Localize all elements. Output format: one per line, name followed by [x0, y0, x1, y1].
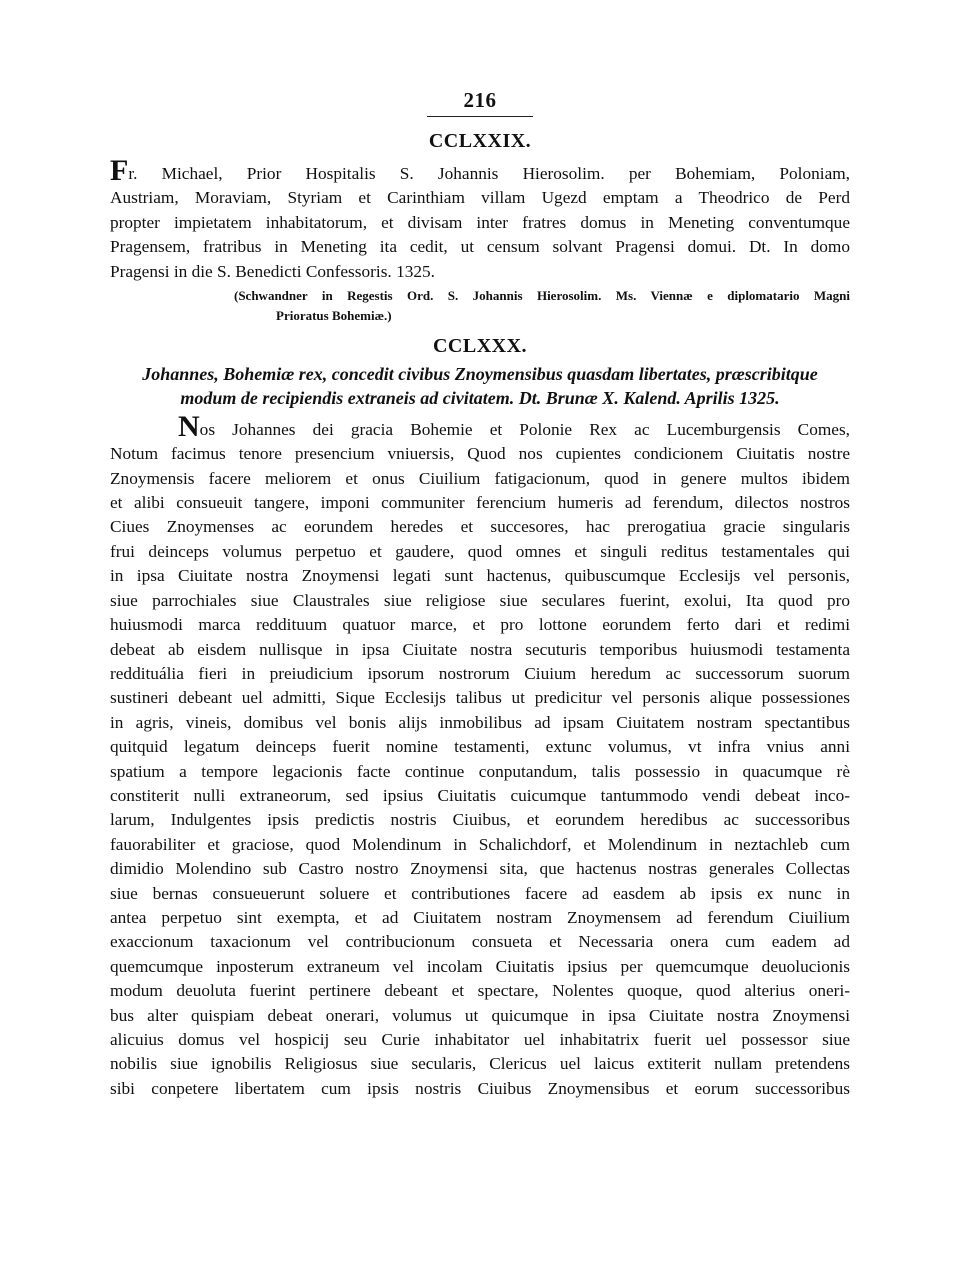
text-line: modum deuoluta fuerint pertinere debeant et spectare, Nolentes quoque, quod alterius oneri- [110, 981, 850, 1001]
document-cclxxix-text [110, 154, 850, 284]
text-line: huiusmodi marca reddituum quatuor marce, et pro lottone eorundem ferto dari et redimi [110, 615, 850, 635]
text-line: Fr. Michael, Prior Hospitalis S. Johannis Hierosolim. per Bohemiam, Poloniam, [110, 154, 850, 187]
text-line: siue parrochiales siue Claustrales siue religiose siue seculares fuerint, exolui, Ita quod pro [110, 590, 850, 610]
document-page [110, 88, 850, 1101]
text-line: in ipsa Ciuitate nostra Znoymensi legati sunt hactenus, quibuscumque Ecclesijs vel personis, [110, 566, 850, 586]
text-line: larum, Indulgentes ipsis predictis nostris Ciuibus, et eorundem heredibus ac successoribus [110, 810, 850, 830]
text-line: frui deinceps volumus perpetuo et gaudere, quod omnes et singuli reditus testamentales qui [110, 541, 850, 561]
document-cclxxx-regest [110, 362, 850, 411]
text-line: Austriam, Moraviam, Styriam et Carinthiam villam Ugezd emptam a Theodrico de Perd [110, 188, 850, 208]
text-line: fauorabiliter et graciose, quod Molendinum in Schalichdorf, et Molendinum in neztachleb cum [110, 834, 850, 854]
regest-line: Johannes, Bohemiæ rex, concedit civibus Znoymensibus quasdam libertates, præscribitque [142, 364, 818, 385]
text-line: Notum facimus tenore presencium vniuersis, Quod nos cupientes condicionem Ciuitatis nostre [110, 444, 850, 464]
text-line: constiterit nulli extraneorum, sed ipsius Ciuitatis cuicumque tantummodo vendi debeat inco- [110, 785, 850, 805]
page-number: 216 [463, 88, 497, 112]
source-note-line: Prioratus Bohemiæ.) [276, 308, 392, 324]
text-line: reddituália fieri in preiudicium ipsorum nostrorum Ciuium heredum ac successorum suorum [110, 663, 850, 683]
text-line: Ciues Znoymenses ac eorundem heredes et succesores, hac prerogatiua gracie singularis [110, 517, 850, 537]
text-line: Pragensem, fratribus in Meneting ita cedit, ut censum solvant Pragensi domui. Dt. In domo [110, 237, 850, 257]
text-line: siue bernas consueuerunt soluere et contributiones facere ad easdem ab ipsis ex nunc in [110, 883, 850, 903]
source-note-line: (Schwandner in Regestis Ord. S. Johannis Hierosolim. Ms. Viennæ e diplomatario Magni [234, 288, 850, 304]
document-heading-cclxxx: CCLXXX. [432, 335, 528, 358]
document-heading-cclxxix: CCLXXIX. [428, 130, 532, 152]
document-cclxxx-text [110, 409, 850, 1101]
text-line: et alibi consueuit tangere, imponi communiter ferencium humeris ad ferendum, dilectos nostros [110, 493, 850, 513]
text-line: alicuius domus vel hospicij seu Curie inhabitator uel inhabitatrix fuerit uel possessor siue [110, 1030, 850, 1049]
text-line: in agris, vineis, domibus vel bonis alijs inmobilibus ad ipsam Ciuitatem nostram spectantibus [110, 712, 850, 732]
text-line: quitquid legatum deinceps fuerit nomine testamenti, extunc volumus, vt infra vnius anni [110, 737, 850, 757]
text-line: quemcumque inposterum extraneum vel incolam Ciuitatis ipsius per quemcumque deuolucionis [110, 956, 850, 976]
text-line: nobilis siue ignobilis Religiosus siue secularis, Clericus uel laicus extiterit nullam pretendens [110, 1054, 850, 1074]
text-line: bus alter quispiam debeat onerari, volumus ut quicumque in ipsa Ciuitate nostra Znoymensi [110, 1005, 850, 1025]
text-line: spatium a tempore legacionis facte continue conputandum, talis possessio in quacumque rè [110, 761, 850, 781]
page-number-rule [427, 116, 533, 117]
text-line: propter impietatem inhabitatorum, et divisam inter fratres domus in Meneting conventumque [110, 212, 850, 232]
text-line: antea perpetuo sint exempta, et ad Ciuitatem nostram Znoymensem ad ferendum Ciuilium [110, 907, 850, 927]
text-line: dimidio Molendino sub Castro nostro Znoymensi sita, que hactenus nostras generales Collectas [110, 859, 850, 879]
text-line: Znoymensis facere meliorem et onus Ciuilium fatigacionum, quod in genere multos ibidem [110, 468, 850, 488]
text-line: exaccionum taxacionum vel contribucionum consueta et Necessaria onera cum eadem ad [110, 932, 850, 952]
drop-cap: N [178, 409, 200, 443]
text-line: Pragensi in die S. Benedicti Confessoris. 1325. [110, 261, 435, 281]
regest-line: modum de recipiendis extraneis ad civitatem. Dt. Brunæ X. Kalend. Aprilis 1325. [180, 388, 780, 409]
source-note [110, 286, 850, 326]
text-line: Nos Johannes dei gracia Bohemie et Polonie Rex ac Lucemburgensis Comes, [178, 409, 850, 443]
text-line: sibi conpetere libertatem cum ipsis nostris Ciuibus Znoymensibus et eorum successoribus [110, 1078, 850, 1098]
text-line: debeat ab eisdem nullisque in ipsa Ciuitate nostra secuturis temporibus huiusmodi testamenta [110, 639, 850, 659]
drop-cap: F [110, 154, 129, 187]
text-line: sustineri debeant uel admitti, Sique Ecclesijs talibus ut predicitur vel personis alique possessiones [110, 688, 850, 708]
